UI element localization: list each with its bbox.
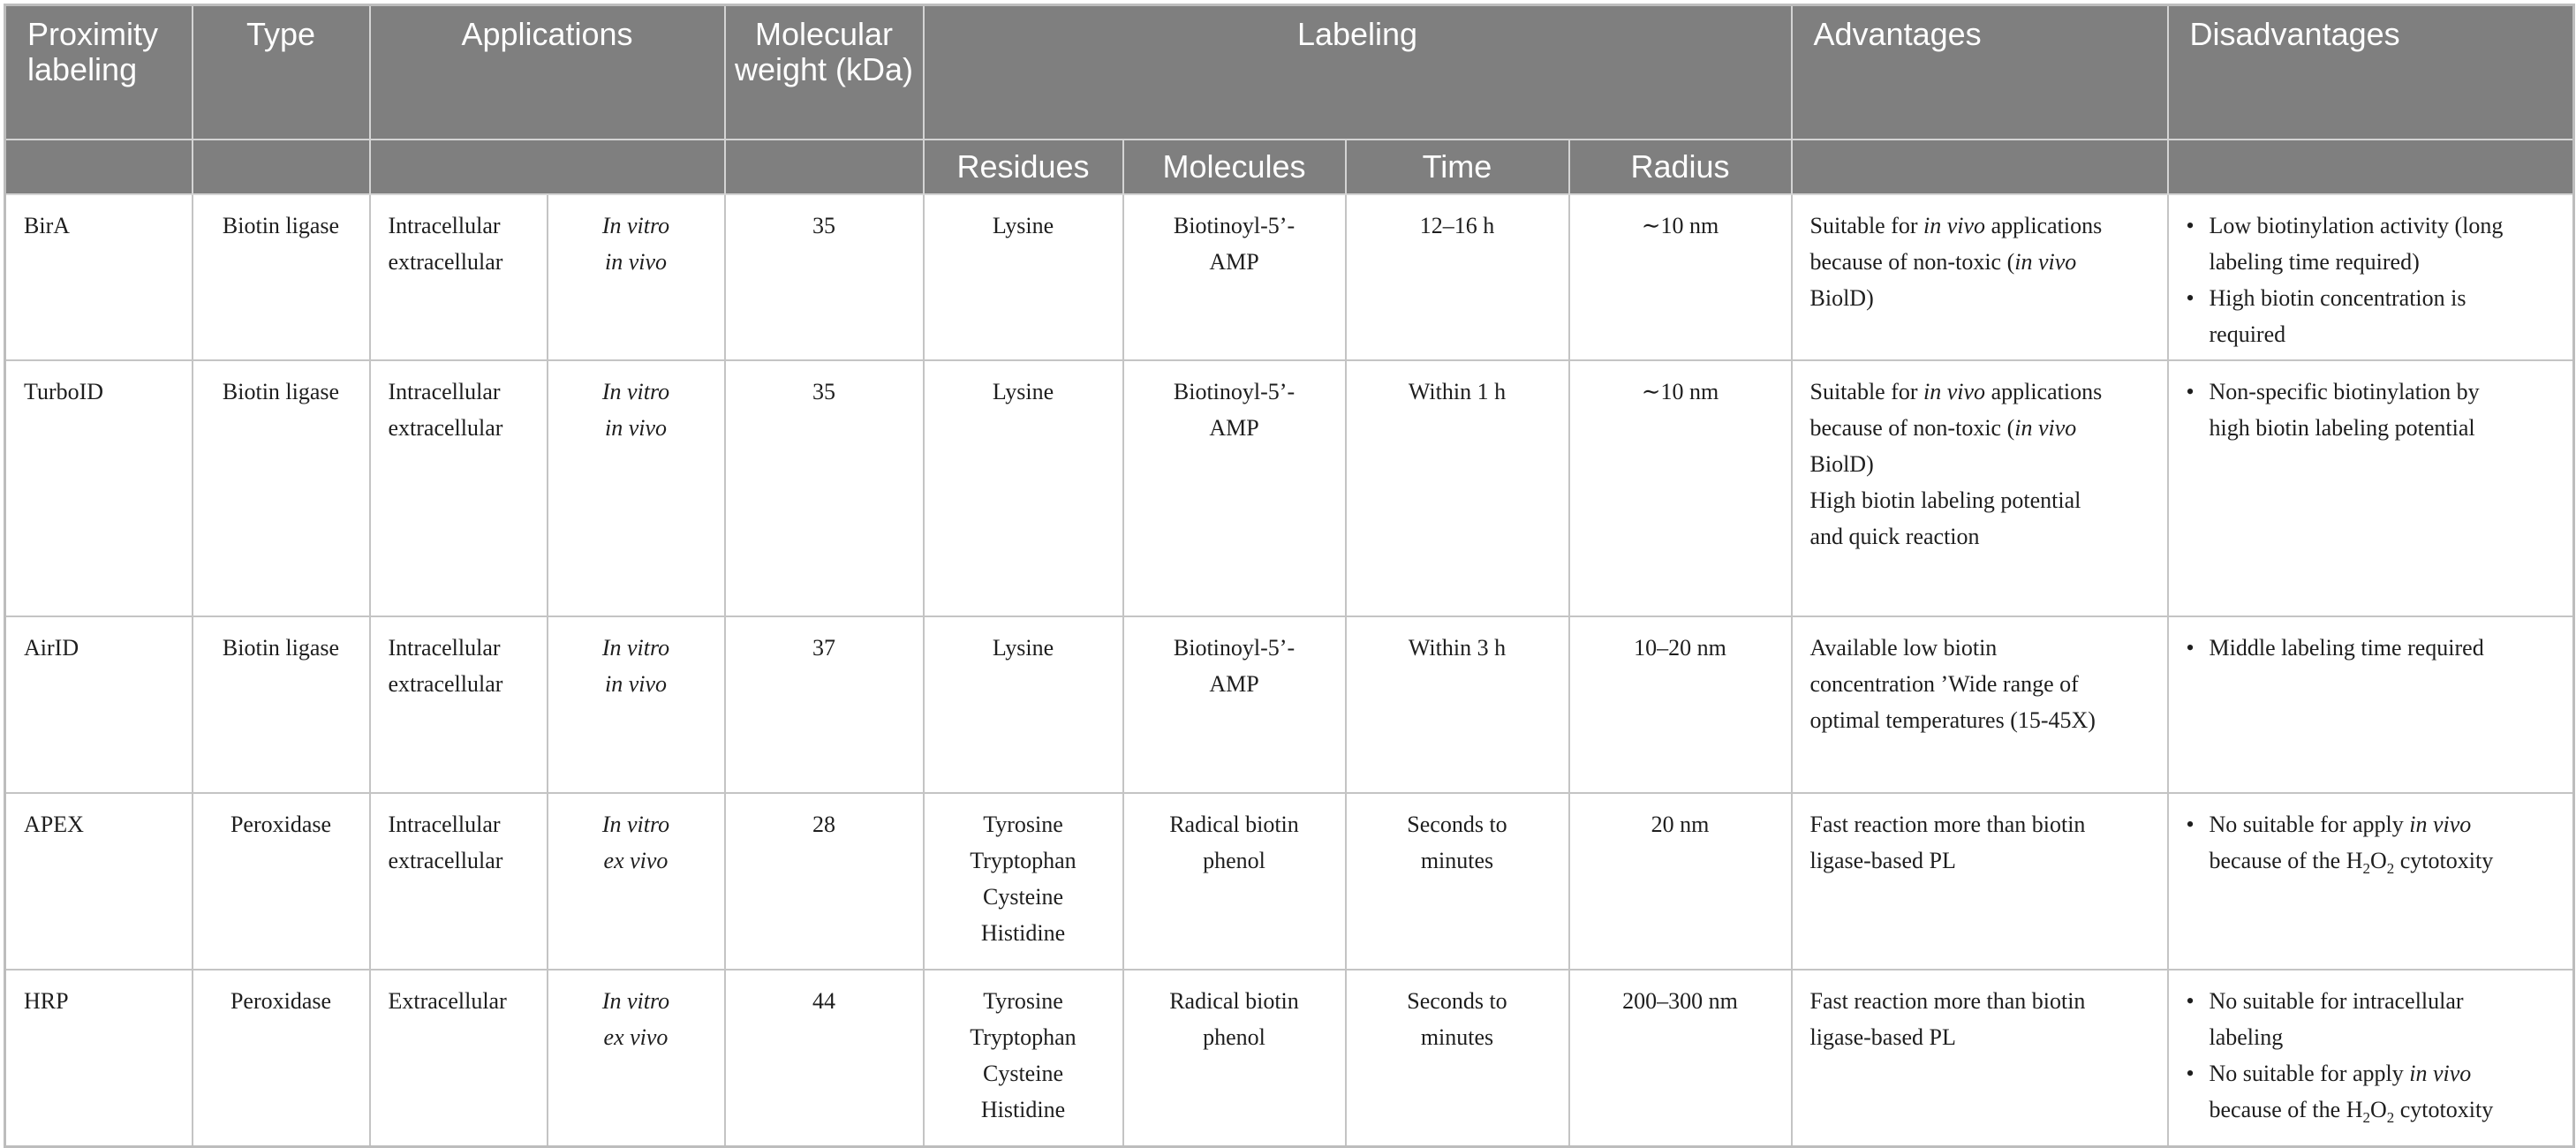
cell-radius: ∼10 nm <box>1569 360 1792 616</box>
cell-advantages <box>1792 360 2168 616</box>
disadvantage-line <box>2210 244 2556 280</box>
disadvantage-line <box>2210 1091 2556 1128</box>
text-segment: applications <box>1985 213 2103 238</box>
text-segment: Fast reaction more than biotin <box>1809 812 2086 837</box>
disadvantage-item <box>2187 983 2556 1055</box>
cell-application-location <box>370 970 548 1146</box>
table-row <box>5 970 2574 1146</box>
time-line: Within 1 h <box>1408 379 1507 404</box>
residue-line: Lysine <box>992 635 1054 661</box>
table-body <box>5 194 2574 1146</box>
italic-segment: in vivo <box>2409 1061 2472 1086</box>
text-segment: High biotin labeling potential <box>1809 487 2081 513</box>
text-segment: Fast reaction more than biotin <box>1809 988 2086 1014</box>
cell-molecules <box>1123 194 1346 360</box>
cell-type: Biotin ligase <box>193 616 370 793</box>
disadvantage-item <box>2187 208 2556 280</box>
header-radius: Radius <box>1569 140 1792 194</box>
cell-time <box>1346 970 1569 1146</box>
text-segment: labeling <box>2209 1024 2284 1050</box>
header-time: Time <box>1346 140 1569 194</box>
context-line: In vitro <box>601 988 670 1014</box>
cell-advantages <box>1792 793 2168 970</box>
time-line: 12–16 h <box>1419 213 1495 238</box>
molecule-line: Biotinoyl-5’- <box>1173 635 1296 661</box>
italic-segment: in vivo <box>1923 379 1986 404</box>
text-segment: concentration ’Wide range of <box>1809 671 2079 697</box>
header-labeling: Labeling <box>924 5 1792 140</box>
cell-advantages <box>1792 970 2168 1146</box>
residue-line: Cysteine <box>983 1061 1063 1086</box>
disadvantage-line <box>2210 374 2556 410</box>
advantage-line <box>1810 280 2149 316</box>
cell-proximity-labeling: HRP <box>5 970 193 1146</box>
header-sub-empty <box>1792 140 2168 194</box>
location-line: Extracellular <box>388 988 507 1014</box>
residue-line: Histidine <box>980 1097 1066 1122</box>
time-line: minutes <box>1420 848 1494 873</box>
molecule-line: AMP <box>1209 671 1259 697</box>
header-molecular-weight: Molecular weight (kDa) <box>725 5 924 140</box>
disadvantage-list <box>2187 806 2556 879</box>
cell-application-context <box>548 194 725 360</box>
location-line: Intracellular <box>388 213 501 238</box>
cell-application-context <box>548 793 725 970</box>
disadvantage-line <box>2210 630 2556 666</box>
disadvantage-line <box>2210 842 2556 879</box>
cell-proximity-labeling: BirA <box>5 194 193 360</box>
disadvantage-line <box>2210 983 2556 1019</box>
molecule-line: Radical biotin <box>1169 988 1299 1014</box>
molecule-line: AMP <box>1209 249 1259 275</box>
context-line: ex vivo <box>603 1024 669 1050</box>
context-line: In vitro <box>601 812 670 837</box>
cell-time <box>1346 793 1569 970</box>
text-segment: No suitable for apply <box>2209 1061 2410 1086</box>
cell-type: Biotin ligase <box>193 360 370 616</box>
cell-application-location <box>370 360 548 616</box>
header-sub-empty <box>725 140 924 194</box>
text-segment: O <box>2369 848 2387 873</box>
disadvantage-line <box>2210 208 2556 244</box>
location-line: extracellular <box>388 249 503 275</box>
advantage-line <box>1810 410 2149 446</box>
italic-segment: in vivo <box>1923 213 1986 238</box>
context-line: ex vivo <box>603 848 669 873</box>
context-line: in vivo <box>604 415 668 441</box>
disadvantage-item <box>2187 630 2556 666</box>
italic-segment: in vivo <box>2409 812 2472 837</box>
context-line: In vitro <box>601 379 670 404</box>
cell-application-location <box>370 616 548 793</box>
text-segment: Available low biotin <box>1809 635 1998 661</box>
subscript: 2 <box>2362 1109 2370 1127</box>
time-line: Seconds to <box>1407 812 1507 837</box>
text-segment: BiolD) <box>1809 451 1874 477</box>
cell-advantages <box>1792 616 2168 793</box>
advantage-line <box>1810 518 2149 555</box>
time-line: minutes <box>1420 1024 1494 1050</box>
location-line: Intracellular <box>388 379 501 404</box>
advantage-line <box>1810 446 2149 482</box>
advantage-line <box>1810 666 2149 702</box>
cell-molecules <box>1123 970 1346 1146</box>
text-segment: because of the H <box>2209 848 2363 873</box>
cell-molecular-weight: 28 <box>725 793 924 970</box>
cell-disadvantages <box>2168 970 2574 1146</box>
disadvantage-item <box>2187 280 2556 352</box>
molecule-line: AMP <box>1209 415 1259 441</box>
cell-type: Peroxidase <box>193 970 370 1146</box>
advantage-line <box>1810 983 2149 1019</box>
advantage-line <box>1810 842 2149 879</box>
cell-molecular-weight: 35 <box>725 194 924 360</box>
disadvantage-line <box>2210 316 2556 352</box>
subscript: 2 <box>2386 1109 2395 1127</box>
cell-residues <box>924 970 1123 1146</box>
context-line: In vitro <box>601 635 670 661</box>
location-line: Intracellular <box>388 635 501 661</box>
residue-line: Tryptophan <box>970 1024 1076 1050</box>
context-line: In vitro <box>601 213 670 238</box>
cell-molecular-weight: 37 <box>725 616 924 793</box>
text-segment: required <box>2209 321 2286 347</box>
disadvantage-line <box>2210 1055 2556 1091</box>
residue-line: Tyrosine <box>983 988 1063 1014</box>
header-sub-empty <box>193 140 370 194</box>
cell-radius: 20 nm <box>1569 793 1792 970</box>
header-row-top <box>5 5 2574 140</box>
text-segment: because of non-toxic ( <box>1809 415 2015 441</box>
table-row <box>5 194 2574 360</box>
cell-disadvantages <box>2168 793 2574 970</box>
cell-proximity-labeling: APEX <box>5 793 193 970</box>
cell-application-location <box>370 194 548 360</box>
disadvantage-list <box>2187 630 2556 666</box>
header-type: Type <box>193 5 370 140</box>
cell-application-context <box>548 616 725 793</box>
disadvantage-item <box>2187 374 2556 446</box>
subscript: 2 <box>2362 860 2370 878</box>
header-molecules: Molecules <box>1123 140 1346 194</box>
cell-time <box>1346 616 1569 793</box>
location-line: Intracellular <box>388 812 501 837</box>
text-segment: Low biotinylation activity (long <box>2209 213 2504 238</box>
cell-disadvantages <box>2168 194 2574 360</box>
text-segment: and quick reaction <box>1809 524 1980 549</box>
cell-type: Peroxidase <box>193 793 370 970</box>
italic-segment: in vivo <box>2014 415 2077 441</box>
text-segment: ligase-based PL <box>1809 1024 1956 1050</box>
advantage-line <box>1810 374 2149 410</box>
header-residues: Residues <box>924 140 1123 194</box>
location-line: extracellular <box>388 415 503 441</box>
text-segment: Middle labeling time required <box>2209 635 2484 661</box>
text-segment: because of the H <box>2209 1097 2363 1122</box>
cell-radius: ∼10 nm <box>1569 194 1792 360</box>
advantage-line <box>1810 806 2149 842</box>
residue-line: Histidine <box>980 920 1066 946</box>
text-segment: cytotoxity <box>2394 1097 2494 1122</box>
header-sub-empty <box>370 140 725 194</box>
cell-disadvantages <box>2168 616 2574 793</box>
header-advantages: Advantages <box>1792 5 2168 140</box>
disadvantage-list <box>2187 983 2556 1128</box>
time-line: Seconds to <box>1407 988 1507 1014</box>
cell-application-context <box>548 360 725 616</box>
molecule-line: phenol <box>1203 848 1265 873</box>
advantage-line <box>1810 482 2149 518</box>
cell-proximity-labeling: TurboID <box>5 360 193 616</box>
context-line: in vivo <box>604 249 668 275</box>
text-segment: BiolD) <box>1809 285 1874 311</box>
disadvantage-line <box>2210 806 2556 842</box>
location-line: extracellular <box>388 848 503 873</box>
residue-line: Tyrosine <box>983 812 1063 837</box>
header-disadvantages: Disadvantages <box>2168 5 2574 140</box>
advantage-line <box>1810 630 2149 666</box>
cell-time <box>1346 194 1569 360</box>
text-segment: Suitable for <box>1809 379 1924 404</box>
disadvantage-list <box>2187 208 2556 352</box>
table-row <box>5 616 2574 793</box>
cell-molecules <box>1123 360 1346 616</box>
header-sub-empty <box>5 140 193 194</box>
header-applications: Applications <box>370 5 725 140</box>
text-segment: ligase-based PL <box>1809 848 1956 873</box>
disadvantage-list <box>2187 374 2556 446</box>
cell-residues <box>924 360 1123 616</box>
proximity-labeling-table <box>4 4 2575 1148</box>
text-segment: applications <box>1985 379 2103 404</box>
cell-residues <box>924 793 1123 970</box>
header-sub-empty <box>2168 140 2574 194</box>
cell-disadvantages <box>2168 360 2574 616</box>
text-segment: Non-specific biotinylation by <box>2209 379 2480 404</box>
text-segment: Suitable for <box>1809 213 1924 238</box>
molecule-line: Biotinoyl-5’- <box>1173 379 1296 404</box>
cell-residues <box>924 616 1123 793</box>
text-segment: labeling time required) <box>2209 249 2420 275</box>
table-row <box>5 793 2574 970</box>
cell-residues <box>924 194 1123 360</box>
advantage-line <box>1810 702 2149 738</box>
cell-molecules <box>1123 793 1346 970</box>
residue-line: Lysine <box>992 379 1054 404</box>
cell-application-context <box>548 970 725 1146</box>
disadvantage-line <box>2210 1019 2556 1055</box>
molecule-line: Biotinoyl-5’- <box>1173 213 1296 238</box>
cell-application-location <box>370 793 548 970</box>
disadvantage-item <box>2187 1055 2556 1128</box>
italic-segment: in vivo <box>2014 249 2077 275</box>
text-segment: optimal temperatures (15-45X) <box>1809 707 2096 733</box>
cell-advantages <box>1792 194 2168 360</box>
header-row-sub <box>5 140 2574 194</box>
text-segment: High biotin concentration is <box>2209 285 2466 311</box>
text-segment: cytotoxity <box>2394 848 2494 873</box>
table-row <box>5 360 2574 616</box>
disadvantage-item <box>2187 806 2556 879</box>
cell-radius: 200–300 nm <box>1569 970 1792 1146</box>
text-segment: high biotin labeling potential <box>2209 415 2475 441</box>
context-line: in vivo <box>604 671 668 697</box>
header-proximity-labeling: Proximity labeling <box>5 5 193 140</box>
text-segment: No suitable for apply <box>2209 812 2410 837</box>
text-segment: because of non-toxic ( <box>1809 249 2015 275</box>
cell-molecular-weight: 44 <box>725 970 924 1146</box>
residue-line: Cysteine <box>983 884 1063 910</box>
time-line: Within 3 h <box>1408 635 1507 661</box>
text-segment: O <box>2369 1097 2387 1122</box>
cell-molecules <box>1123 616 1346 793</box>
advantage-line <box>1810 244 2149 280</box>
advantage-line <box>1810 1019 2149 1055</box>
cell-proximity-labeling: AirID <box>5 616 193 793</box>
text-segment: No suitable for intracellular <box>2209 988 2464 1014</box>
cell-radius: 10–20 nm <box>1569 616 1792 793</box>
advantage-line <box>1810 208 2149 244</box>
location-line: extracellular <box>388 671 503 697</box>
subscript: 2 <box>2386 860 2395 878</box>
residue-line: Lysine <box>992 213 1054 238</box>
molecule-line: phenol <box>1203 1024 1265 1050</box>
molecule-line: Radical biotin <box>1169 812 1299 837</box>
disadvantage-line <box>2210 280 2556 316</box>
cell-molecular-weight: 35 <box>725 360 924 616</box>
cell-type: Biotin ligase <box>193 194 370 360</box>
residue-line: Tryptophan <box>970 848 1076 873</box>
disadvantage-line <box>2210 410 2556 446</box>
cell-time <box>1346 360 1569 616</box>
